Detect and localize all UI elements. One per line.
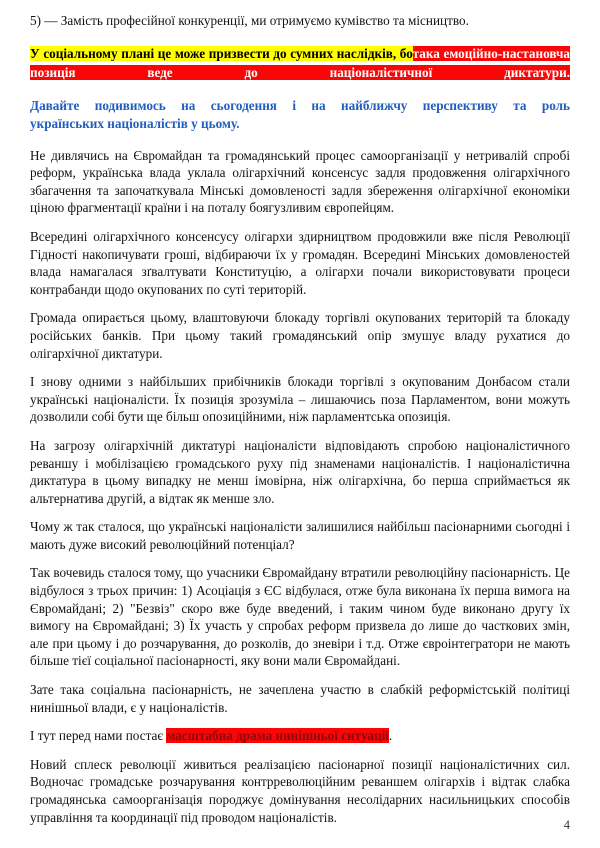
paragraph-euromaidan-oligarch: Не дивлячись на Євромайдан та громадянський процес самоорганізації у нетривалій спробі реформ, українська влада уклала олігархічний консенсус задля продовження олігархічного збагачення та започаткувала Мінські домовленості задля збереження олігархічної економіки ціною фрагментації країни і на поталу боягузливим європейцям. [30, 147, 570, 216]
paragraph-nationalists-have-passion: Зате така соціальна пасіонарність, не зачеплена участю в слабкій реформістській політиці нинішньої влади, є у націоналістів. [30, 682, 570, 715]
paragraph-blockade: Громада опирається цьому, влаштовуючи блокаду торгівлі окупованих територій та блокаду російських банків. При цьому такий громадянський опір змушує владу рухатися до олігархічної диктатури. [30, 310, 570, 361]
paragraph-final: Новий сплеск революції живиться реалізацією пасіонарної позиції націоналістичних сил. Водночас громадське розчарування контрреволюційним реваншем олігархів і відтак слабка громадянська самоорганізація породжує домінування несолідарних насильницьких способів управління та координації під проводом націоналістів. [30, 756, 570, 825]
paragraph-three-reasons: Так вочевидь сталося тому, що учасники Євромайдану втратили революційну пасіонарність. Це відбулося з трьох причин: 1) Асоціація з ЄС відбулася, отже була виконана їх перша вимога на Євромайдані; 2) "Безвіз" скоро вже буде введений, і таким чином буде виконано другу їх вимогу на Євромайдані; 3) Їх участь у спробах реформ призвела до лише до часткових змін, але при цьому і до розчарування, до розколів, до зневіри і т.д. Отже євроінтегратори не мають більше тієї соціальної пасіонарності, яку вони мали Євромайдані. [30, 565, 570, 669]
paragraph-nationalists-blockade: І знову одними з найбільших прибічників блокади торгівлі з окупованим Донбасом стали українські націоналісти. Їх позиція зрозуміла – лишаючись поза Парламентом, вони можуть дозволили собі бути ще більш опозиційними, ніж парламентська опозиція. [30, 374, 570, 425]
paragraph-drama [30, 727, 570, 745]
paragraph-question: Чому ж так сталося, що українські націоналісти залишилися найбільш пасіонарними сьогодні і мають дуже високий революційний потенціал? [30, 519, 570, 552]
yellow-highlight-text: У соціальному плані це може призвести до сумних наслідків, бо [30, 45, 413, 61]
drama-highlight-text: масштабна драма нинішньої ситуації [166, 728, 389, 744]
blue-heading [30, 97, 570, 133]
paragraph-nationalist-revenge: На загрозу олігархічній диктатурі націоналісти відповідають спробою націоналістичного реваншу і мобілізацією громадського руху під знаменами націоналістів. І націоналістична диктатура в цьому випадку не менш імовірна, ніж олігархічна, бо перша сприймається як альтернатива другій, а відтак як менше зло. [30, 437, 570, 506]
paragraph-inside-consensus: Всередині олігархічного консенсусу олігархи здирництвом продовжили вже після Революції Гідності накопичувати гроші, відбираючи їх у громадян. Всередині Мінських домовленостей влада намагалася зґвалтувати Конституцію, а олігархи почали використовувати процеси контрабанди щодо окупованих по суті територій. [30, 228, 570, 297]
document-body [30, 12, 570, 837]
red-highlight-text: така емоційно-настановча позиція веде до націоналістичної диктатури. [30, 45, 571, 80]
drama-text-after: . [388, 728, 393, 744]
drama-text-before: І тут перед нами постає [30, 728, 167, 744]
paragraph-item-5: 5) — Замість професійної конкуренції, ми отримуємо кумівство та місництво. [30, 13, 469, 28]
highlighted-statement [30, 44, 570, 82]
page-number: 4 [563, 818, 570, 832]
blue-heading-line-2: українських націоналістів у цьому. [30, 115, 240, 131]
blue-heading-line-1: Давайте подивимось на сьогодення і на найближчу перспективу та роль [30, 97, 570, 113]
